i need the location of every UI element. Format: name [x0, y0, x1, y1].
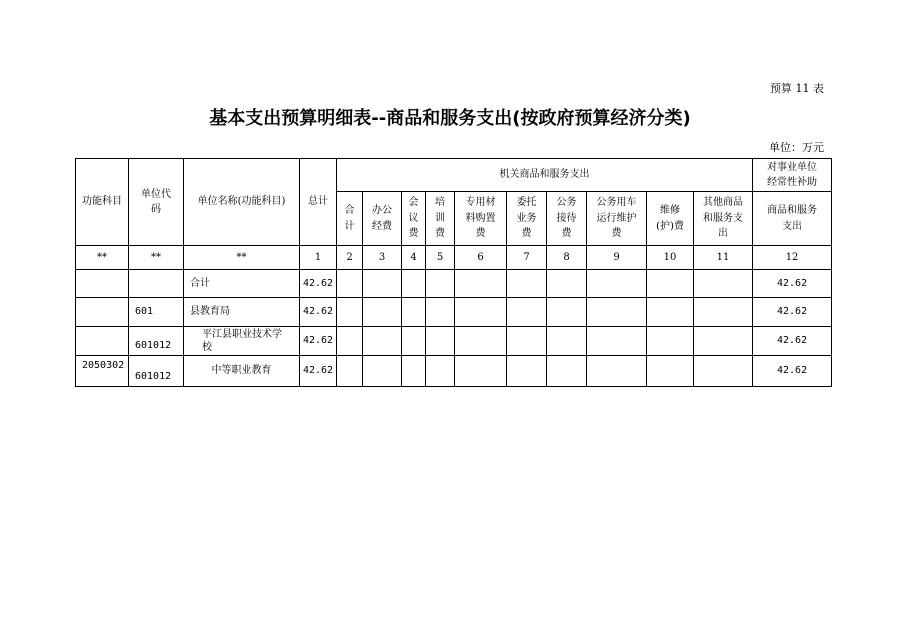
header-col-office: 办公 经费 [363, 192, 402, 246]
total-cell: 42.62 [300, 298, 337, 327]
func-subject-cell [76, 298, 129, 327]
header-col-materials: 专用材 料购置 费 [455, 192, 507, 246]
inst-goods-cell: 42.62 [753, 327, 832, 356]
header-col-repair: 维修 (护)费 [647, 192, 694, 246]
index-row [76, 246, 832, 270]
inst-goods-cell: 42.62 [753, 270, 832, 298]
unit-code-cell: 601 [129, 298, 184, 327]
index-cell: 9 [587, 246, 647, 270]
func-subject-cell [76, 270, 129, 298]
index-cell: 4 [402, 246, 426, 270]
index-cell: 5 [426, 246, 455, 270]
total-cell: 42.62 [300, 270, 337, 298]
form-number: 预算 11 表 [770, 82, 824, 95]
unit-code-cell: 601012 [129, 327, 184, 356]
unit-code-cell: 601012 [129, 356, 184, 387]
header-unit-code: 单位代 码 [129, 159, 184, 246]
table-row [76, 298, 832, 327]
index-cell: ** [184, 246, 300, 270]
header-group-agency: 机关商品和服务支出 [337, 159, 753, 192]
header-col-meeting: 会 议 费 [402, 192, 426, 246]
header-col-entrusted: 委托 业务 费 [507, 192, 547, 246]
unit-name-cell: 平江县职业技术学 校 [184, 327, 300, 356]
index-cell: 1 [300, 246, 337, 270]
unit-name-cell: 合计 [184, 270, 300, 298]
index-cell: ** [129, 246, 184, 270]
index-cell: 10 [647, 246, 694, 270]
unit-label: 单位：万元 [769, 141, 824, 154]
index-cell: 7 [507, 246, 547, 270]
unit-name-cell: 县教育局 [184, 298, 300, 327]
inst-goods-cell: 42.62 [753, 356, 832, 387]
header-unit-name: 单位名称(功能科目) [184, 159, 300, 246]
header-func-subject: 功能科目 [76, 159, 129, 246]
func-subject-cell: 2050302 [76, 356, 129, 387]
unit-name-cell: 中等职业教育 [184, 356, 300, 387]
index-cell: 6 [455, 246, 507, 270]
total-cell: 42.62 [300, 356, 337, 387]
func-subject-cell [76, 327, 129, 356]
unit-code-cell [129, 270, 184, 298]
index-cell: 11 [694, 246, 753, 270]
index-cell: 12 [753, 246, 832, 270]
index-cell: 2 [337, 246, 363, 270]
header-col-vehicle: 公务用车 运行维护 费 [587, 192, 647, 246]
table-row [76, 327, 832, 356]
table-row [76, 270, 832, 298]
header-col-subtotal: 合 计 [337, 192, 363, 246]
table-row [76, 356, 832, 387]
index-cell: 8 [547, 246, 587, 270]
page-title: 基本支出预算明细表--商品和服务支出(按政府预算经济分类) [209, 108, 691, 129]
header-col-training: 培 训 费 [426, 192, 455, 246]
inst-goods-cell: 42.62 [753, 298, 832, 327]
header-col-inst-goods: 商品和服务 支出 [753, 192, 832, 246]
index-cell: ** [76, 246, 129, 270]
header-col-reception: 公务 接待 费 [547, 192, 587, 246]
header-total: 总计 [300, 159, 337, 246]
index-cell: 3 [363, 246, 402, 270]
header-group-institution: 对事业单位 经常性补助 [753, 159, 832, 192]
budget-table [75, 158, 832, 387]
header-col-other: 其他商品 和服务支 出 [694, 192, 753, 246]
total-cell: 42.62 [300, 327, 337, 356]
header-row-1 [76, 159, 832, 192]
